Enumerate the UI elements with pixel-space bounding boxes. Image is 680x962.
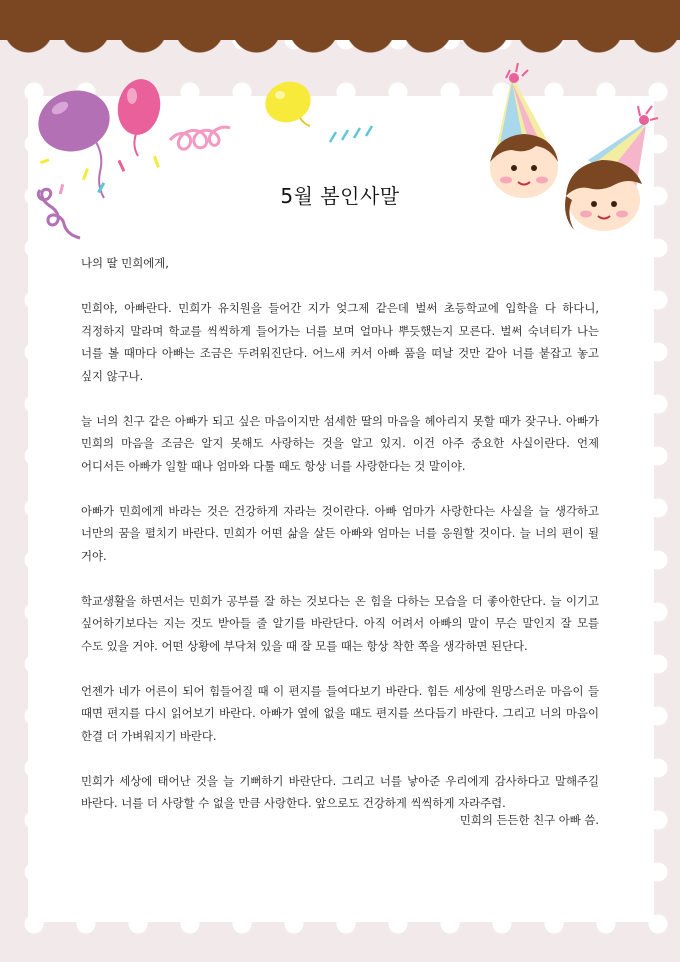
signature: 민희의 든든한 친구 아빠 씀. xyxy=(459,813,599,827)
paragraph: 민희가 세상에 태어난 것을 늘 기뻐하기 바란단다. 그리고 너를 낳아준 우리에게 감사하다고 말해주길 바란다. 너를 더 사랑할 수 없을 만큼 사랑한다. 앞으로도 건강하게 씩씩하게 자라주렴. xyxy=(81,773,599,810)
scallop-border-edge xyxy=(0,28,680,64)
paragraph: 아빠가 민희에게 바라는 것은 건강하게 자라는 것이란다. 아빠 엄마가 사랑한다는 사실을 늘 생각하고 너만의 꿈을 펼치기 바란다. 민희가 어떤 삶을 살든 아빠와 엄마는 너를 응원할 것이다. 늘 너의 편이 될 거야. xyxy=(81,503,599,563)
letter-body xyxy=(81,252,599,837)
paragraph: 민희야, 아빠란다. 민희가 유치원을 들어간 지가 엊그제 같은데 벌써 초등학교에 입학을 다 하다니, 걱정하지 말라며 학교를 씩씩하게 들어가는 너를 보며 얼마나 뿌듯했는지 모른다. 벌써 숙녀티가 나는 너를 볼 때마다 아빠는 조금은 두려워진단다. 어느새 커서 아빠 품을 떠날 것만 같아 너를 붙잡고 놓고 싶지 않구나. xyxy=(81,301,599,383)
paragraph: 학교생활을 하면서는 민희가 공부를 잘 하는 것보다는 온 힘을 다하는 모습을 더 좋아한단다. 늘 이기고 싶어하기보다는 지는 것도 받아들 줄 알기를 바란단다. 아직 어려서 아빠의 말이 무슨 말인지 잘 모를 수도 있을 거야. 어떤 상황에 부닥쳐 있을 때 잘 모를 때는 항상 착한 쪽을 생각하면 된단다. xyxy=(81,593,599,653)
salutation: 나의 딸 민희에게, xyxy=(81,256,169,270)
page-title: 5월 봄인사말 xyxy=(280,184,400,208)
paragraph: 언젠가 네가 어른이 되어 힘들어질 때 이 편지를 들여다보기 바란다. 힘든 세상에 원망스러운 마음이 들 때면 편지를 다시 읽어보기 바란다. 아빠가 옆에 없을 때도 편지를 쓰다듬기 바란다. 그리고 너의 마음이 한결 더 가벼워지기 바란다. xyxy=(81,683,599,743)
paragraph: 늘 너의 친구 같은 아빠가 되고 싶은 마음이지만 섬세한 딸의 마음을 헤아리지 못할 때가 잦구나. 아빠가 민희의 마음을 조금은 알지 못해도 사랑하는 것을 알고 있지. 이건 아주 중요한 사실이란다. 언제 어디서든 아빠가 일할 때나 엄마와 다툴 때도 항상 너를 사랑한다는 것 말이야. xyxy=(81,413,599,473)
